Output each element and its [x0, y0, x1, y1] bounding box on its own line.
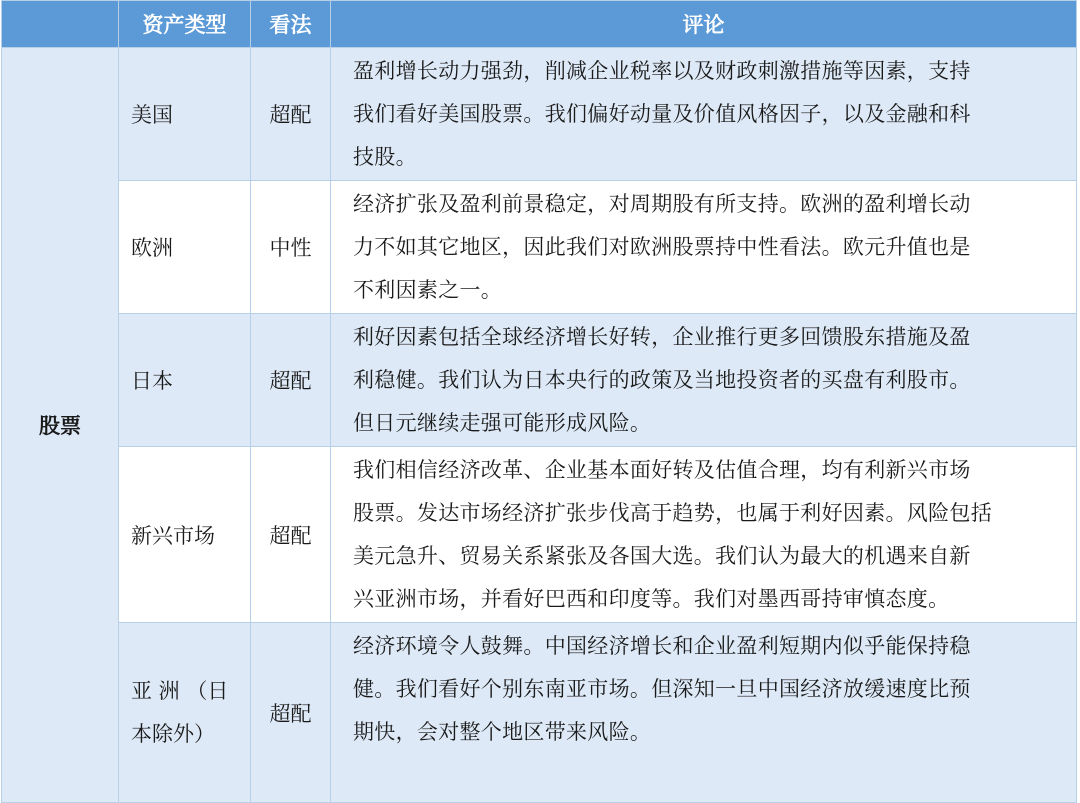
comment-cell	[331, 48, 1077, 181]
header-asset-type: 资产类型	[119, 1, 251, 48]
table-row	[2, 314, 1077, 447]
region-cell: 新兴市场	[119, 447, 251, 623]
header-view: 看法	[251, 1, 331, 48]
view-cell: 超配	[251, 623, 331, 803]
comment-cell	[331, 447, 1077, 623]
view-cell: 超配	[251, 447, 331, 623]
comment-line: 盈利增长动力强劲，削减企业税率以及财政刺激措施等因素，支持	[353, 59, 971, 83]
comment-line: 我们看好美国股票。我们偏好动量及价值风格因子，以及金融和科	[353, 102, 971, 126]
comment-line: 利好因素包括全球经济增长好转，企业推行更多回馈股东措施及盈	[353, 325, 971, 349]
comment-line: 我们相信经济改革、企业基本面好转及估值合理，均有利新兴市场	[353, 458, 971, 482]
region-line: 本除外）	[131, 721, 215, 746]
comment-line: 但日元继续走强可能形成风险。	[353, 411, 652, 435]
comment-line: 力不如其它地区，因此我们对欧洲股票持中性看法。欧元升值也是	[353, 235, 971, 259]
table-row	[2, 48, 1077, 181]
region-cell: 日本	[119, 314, 251, 447]
comment-line: 利稳健。我们认为日本央行的政策及当地投资者的买盘有利股市。	[353, 368, 971, 392]
comment-line: 经济扩张及盈利前景稳定，对周期股有所支持。欧洲的盈利增长动	[353, 192, 971, 216]
comment-line: 美元急升、贸易关系紧张及各国大选。我们认为最大的机遇来自新	[353, 544, 971, 568]
header-blank	[2, 1, 119, 48]
comment-cell	[331, 314, 1077, 447]
table-row	[2, 623, 1077, 803]
comment-cell	[331, 623, 1077, 803]
region-cell: 欧洲	[119, 181, 251, 314]
asset-allocation-table	[1, 0, 1077, 803]
comment-cell	[331, 181, 1077, 314]
region-cell	[119, 623, 251, 803]
table-row	[2, 181, 1077, 314]
region-cell: 美国	[119, 48, 251, 181]
table-header	[2, 1, 1077, 48]
comment-line: 技股。	[353, 145, 417, 169]
view-cell: 中性	[251, 181, 331, 314]
comment-line: 兴亚洲市场，并看好巴西和印度等。我们对墨西哥持审慎态度。	[353, 587, 950, 611]
view-cell: 超配	[251, 48, 331, 181]
comment-line: 健。我们看好个别东南亚市场。但深知一旦中国经济放缓速度比预	[353, 677, 971, 701]
view-cell: 超配	[251, 314, 331, 447]
comment-line: 股票。发达市场经济扩张步伐高于趋势，也属于利好因素。风险包括	[353, 501, 992, 525]
comment-line: 不利因素之一。	[353, 278, 503, 302]
comment-line: 经济环境令人鼓舞。中国经济增长和企业盈利短期内似乎能保持稳	[353, 634, 971, 658]
comment-line: 期快，会对整个地区带来风险。	[353, 720, 652, 744]
category-cell: 股票	[2, 48, 119, 803]
region-line: 亚 洲 （日	[131, 678, 229, 703]
table-row	[2, 447, 1077, 623]
header-comment: 评论	[331, 1, 1077, 48]
